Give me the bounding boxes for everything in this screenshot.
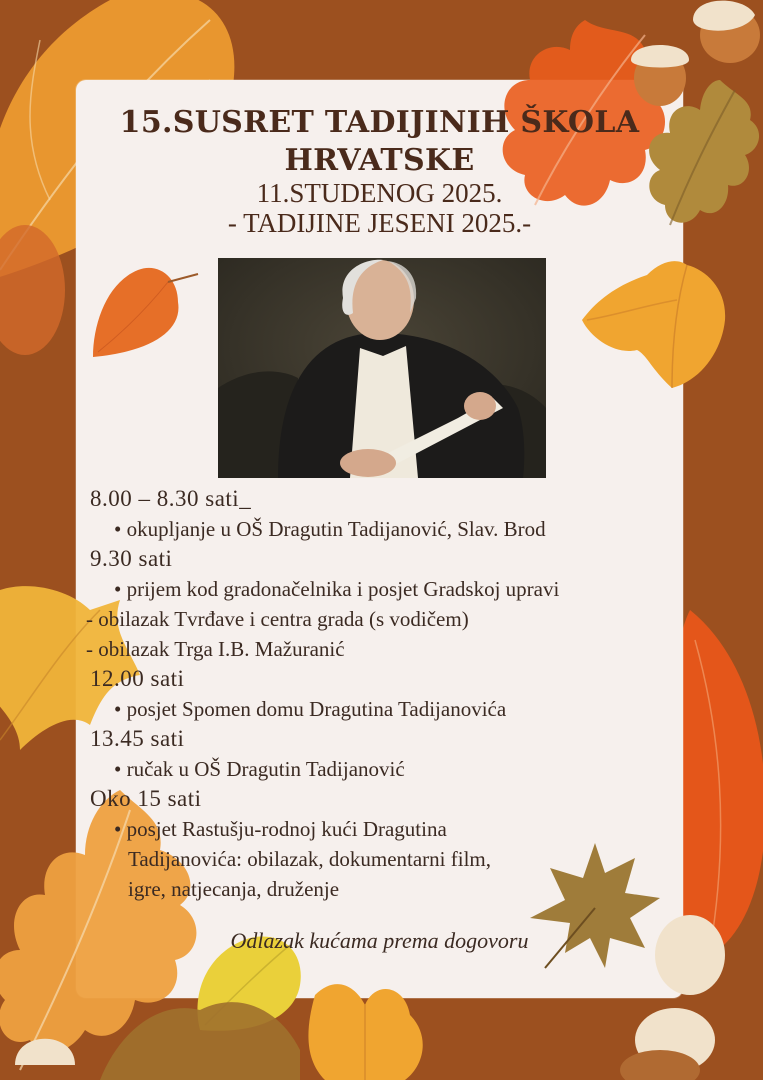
schedule-time: Oko 15 sati	[90, 786, 202, 811]
event-date: 11.STUDENOG 2025.	[256, 178, 503, 208]
title-line-2: HRVATSKE	[284, 143, 475, 178]
footer-note: Odlazak kućama prema dogovoru	[230, 928, 529, 953]
schedule-item: • posjet Spomen domu Dragutina Tadijanovića	[114, 697, 507, 721]
schedule-item: • okupljanje u OŠ Dragutin Tadijanović, Slav. Brod	[114, 517, 546, 541]
schedule-list	[86, 484, 680, 904]
schedule-item-continued: igre, natjecanja, druženje	[128, 877, 340, 901]
schedule-time: 13.45 sati	[90, 726, 185, 751]
maple-leaf-right-yellow-icon	[577, 240, 732, 390]
schedule-subitem: - obilazak Trga I.B. Mažuranić	[86, 637, 345, 661]
title-line-1: 15.SUSRET TADIJINIH ŠKOLA	[119, 105, 640, 140]
leaf-left-edge-icon	[0, 220, 80, 370]
schedule-item: • ručak u OŠ Dragutin Tadijanović	[114, 757, 405, 781]
event-name: - TADIJINE JESENI 2025.-	[227, 208, 532, 238]
schedule-item: • prijem kod gradonačelnika i posjet Gradskoj upravi	[114, 577, 560, 601]
schedule-item-continued: Tadijanovića: obilazak, dokumentarni film,	[128, 847, 491, 871]
portrait-illustration-icon	[218, 258, 546, 478]
maple-leaf-bottom-center-icon	[305, 975, 430, 1080]
acorn-top-right-icon	[685, 0, 763, 70]
schedule-time: 9.30 sati	[90, 546, 173, 571]
portrait-photo	[218, 258, 546, 478]
acorn-bottom-left-icon	[10, 1025, 80, 1080]
schedule-subitem: - obilazak Tvrđave i centra grada (s vodičem)	[86, 607, 469, 631]
schedule-item: • posjet Rastušju-rodnoj kući Dragutina	[114, 817, 447, 841]
heart-leaf-left-orange-icon	[88, 262, 200, 360]
oak-leaf-bottom-brown-icon	[100, 990, 300, 1080]
poster-title	[76, 104, 683, 180]
schedule-time: 12.00 sati	[90, 666, 185, 691]
schedule-time: 8.00 – 8.30 sati_	[90, 486, 252, 511]
poster-subtitle	[76, 178, 683, 238]
